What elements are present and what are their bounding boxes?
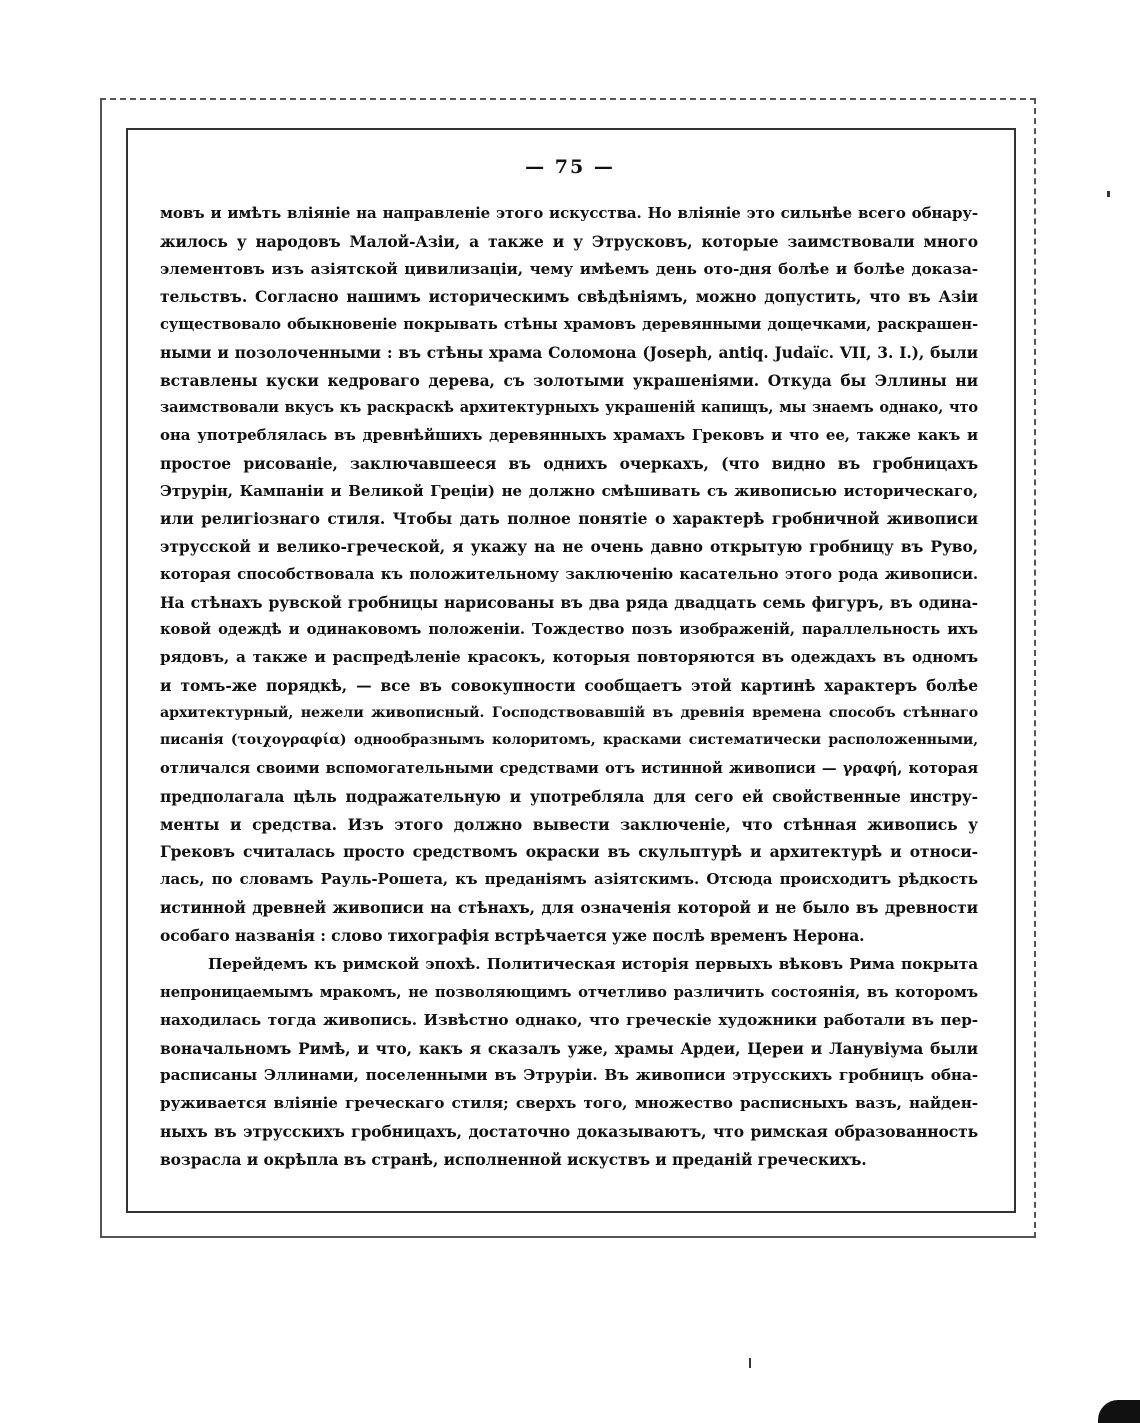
text-line: Этрурін, Кампаніи и Великой Греціи) не должно смѣшивать съ живописью историческаго, xyxy=(160,481,978,500)
text-line: существовало обыкновеніе покрывать стѣны храмовъ деревянными дощечками, раскрашен- xyxy=(160,316,978,333)
scan-speck xyxy=(749,1358,751,1368)
text-line: предполагала цѣль подражательную и употребляла для сего ей свойственные инстру- xyxy=(160,786,978,806)
text-line: ковой одеждѣ и одинаковомъ положеніи. Тождество позъ изображеній, параллельность ихъ xyxy=(160,621,978,639)
paragraph-1 xyxy=(160,200,978,949)
text-line: расписаны Эллинами, поселенными въ Этруріи. Въ живописи этрусскихъ гробницъ обна- xyxy=(160,1066,978,1085)
page-body xyxy=(160,200,978,1173)
scan-speck xyxy=(1107,191,1110,197)
text-line: возрасла и окрѣпла въ странѣ, исполненной искуствъ и преданій греческихъ. xyxy=(160,1149,867,1169)
text-line: ными и позолоченными : въ стѣны храма Соломона (Joseph, antiq. Judaïc. VII, 3. I.), были xyxy=(160,342,978,362)
text-line: этрусской и велико-греческой, я укажу на не очень давно открытую гробницу въ Руво, xyxy=(160,537,978,556)
text-line: отличался своими вспомогательными средствами отъ истинной живописи — γραφή, которая xyxy=(160,760,978,777)
text-line: которая способствовала къ положительному заключенію касательно этого рода живописи. xyxy=(160,564,978,583)
text-line: она употреблялась въ древнѣйшихъ деревянныхъ храмахъ Грековъ и что ее, также какъ и xyxy=(160,426,978,444)
text-line: лась, по словамъ Рауль-Рошета, къ преданіямъ азіятскимъ. Отсюда происходитъ рѣдкость xyxy=(160,870,978,888)
text-line: элементовъ изъ азіятской цивилизаціи, чему имѣемъ день ото-дня болѣе и болѣе доказа- xyxy=(160,259,978,278)
text-line: вставлены куски кедроваго дерева, съ золотыми украшеніями. Откуда бы Эллины ни xyxy=(160,370,978,390)
text-line: рядовъ, а также и распредѣленіе красокъ, которыя повторяются въ одеждахъ въ одномъ xyxy=(160,648,978,666)
text-line: мовъ и имѣть вліяніе на направленіе этого искусства. Но вліяніе это сильнѣе всего обнару- xyxy=(160,204,978,222)
text-line: писанія (τοιχογραφία) однообразнымъ колоритомъ, красками систематически расположенными, xyxy=(160,732,978,749)
text-line: заимствовали вкусъ къ раскраскѣ архитектурныхъ украшеній капищъ, мы знаемъ однако, что xyxy=(160,399,978,417)
text-line: менты и средства. Изъ этого должно вывести заключеніе, что стѣнная живопись у xyxy=(160,814,978,834)
text-line: жилось у народовъ Малой-Азіи, а также и у Этрусковъ, которые заимствовали много xyxy=(160,231,978,251)
scan-blot xyxy=(1098,1400,1140,1423)
text-line: воначальномъ Римѣ, и что, какъ я сказалъ уже, храмы Ардеи, Цереи и Ланувіума были xyxy=(160,1038,978,1058)
text-line: Грековъ считалась просто средствомъ окраски въ скульптурѣ и архитектурѣ и относи- xyxy=(160,842,978,862)
text-line: истинной древней живописи на стѣнахъ, для означенія которой и не было въ древности xyxy=(160,897,978,917)
text-line: и томъ-же порядкѣ, — все въ совокупности сообщаетъ этой картинѣ характеръ болѣе xyxy=(160,675,978,695)
text-line: особаго названія : слово тихографія встрѣчается уже послѣ временъ Нерона. xyxy=(160,925,865,945)
text-line: архитектурный, нежели живописный. Господствовавшій въ древнія времена способъ стѣннаго xyxy=(160,704,978,721)
paragraph-2 xyxy=(160,951,978,1173)
text-line: находилась тогда живопись. Извѣстно однако, что греческіе художники работали въ пер- xyxy=(160,1010,978,1029)
text-line: Перейдемъ къ римской эпохѣ. Политическая исторія первыхъ вѣковъ Рима покрыта xyxy=(208,955,978,974)
text-line: непроницаемымъ мракомъ, не позволяющимъ отчетливо различить состоянія, въ которомъ xyxy=(160,984,978,1001)
page-number: — 75 — xyxy=(525,156,615,178)
text-line: тельствъ. Согласно нашимъ историческимъ свѣдѣніямъ, можно допустить, что въ Азіи xyxy=(160,287,978,307)
text-line: ныхъ въ этрусскихъ гробницахъ, достаточно доказываютъ, что римская образованность xyxy=(160,1121,978,1141)
text-line: простое рисованіе, заключавшееся въ однихъ очеркахъ, (что видно въ гробницахъ xyxy=(160,453,978,473)
text-line: На стѣнахъ рувской гробницы нарисованы въ два ряда двадцать семь фигуръ, въ одина- xyxy=(160,592,978,612)
text-line: руживается вліяніе греческаго стиля; сверхъ того, множество расписныхъ вазъ, найден- xyxy=(160,1094,978,1112)
text-line: или религіознаго стиля. Чтобы дать полное понятіе о характерѣ гробничной живописи xyxy=(160,509,978,529)
